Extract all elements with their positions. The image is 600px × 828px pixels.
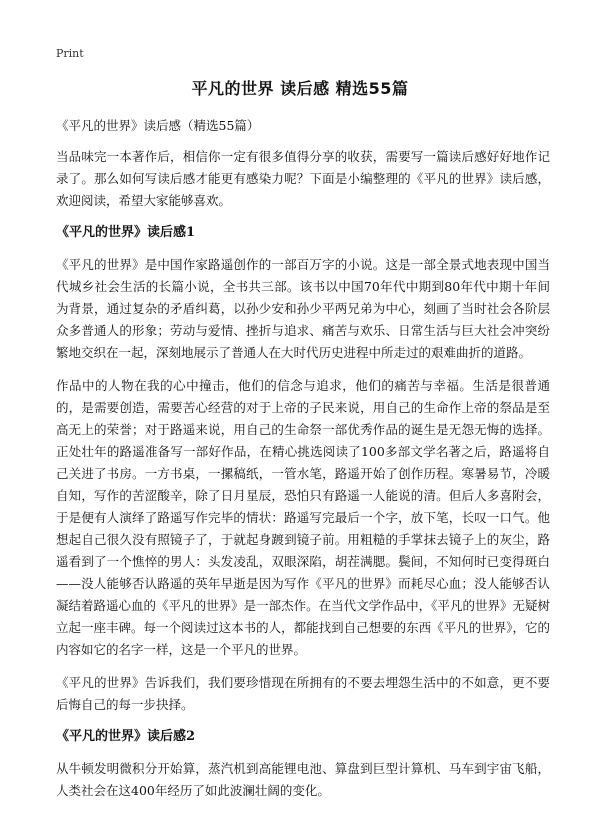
article-body	[56, 116, 550, 813]
page-title: 平凡的世界 读后感 精选55篇	[191, 79, 409, 98]
section-heading-2: 《平凡的世界》读后感2	[56, 729, 196, 744]
section-1-paragraph-3: 《平凡的世界》告诉我们，我们要珍惜现在所拥有的不要去埋怨生活中的不如意，更不要后悔自己的每一步抉择。	[56, 675, 550, 712]
section-1-paragraph-1: 《平凡的世界》是中国作家路遥创作的一部百万字的小说。这是一部全景式地表现中国当代城乡社会生活的长篇小说，全书共三部。该书以中国70年代中期到80年代中期十年间为背景，通过复杂的矛盾纠葛，以孙少安和孙少平两兄弟为中心，刻画了当时社会各阶层众多普通人的形象；劳动与爱情、挫折与追求、痛苦与欢乐、日常生活与巨大社会冲突纷繁地交织在一起，深刻地展示了普通人在大时代历史进程中所走过的艰难曲折的道路。	[56, 257, 550, 360]
print-label[interactable]: Print	[56, 47, 84, 60]
article-subtitle: 《平凡的世界》读后感（精选55篇）	[56, 118, 260, 133]
section-1-paragraph-2: 作品中的人物在我的心中撞击，他们的信念与追求，他们的痛苦与幸福。生活是很普通的，是需要创造，需要苦心经营的对于上帝的子民来说，用自己的生命作上帝的祭品是至高无上的荣誉；对于路遥来说，用自己的生命祭一部优秀作品的诞生是无怨无悔的选择。正处壮年的路遥准备写一部好作品，在精心挑选阅读了100多部文学名著之后，路遥将自己关进了书房。一方书桌，一摞稿纸，一管水笔，路遥开始了创作历程。寒暑易节，冷暖自知，写作的苦涩酸辛，除了日月星辰，恐怕只有路遥一人能说的清。但后人多喜附会，于是便有人演绎了路遥写作完毕的情状：路遥写完最后一个字，放下笔，长叹一口气。他想起自己很久没有照镜子了，于就起身踱到镜子前。用粗糙的手掌抹去镜子上的灰尘，路遥看到了一个憔悴的男人：头发凌乱，双眼深陷，胡茬满腮。鬓间，不知何时已变得斑白——没人能够否认路遥的英年早逝是因为写作《平凡的世界》而耗尽心血；没人能够否认凝结着路遥心血的《平凡的世界》是一部杰作。在当代文学作品中，《平凡的世界》无疑树立起一座丰碑。每一个阅读过这本书的人，都能找到自己想要的东西《平凡的世界》，它的内容如它的名字一样，这是一个平凡的世界。	[56, 378, 550, 657]
intro-paragraph: 当品味完一本著作后，相信你一定有很多值得分享的收获，需要写一篇读后感好好地作记录了。那么如何写读后感才能更有感染力呢？下面是小编整理的《平凡的世界》读后感，欢迎阅读，希望大家能够喜欢。	[56, 149, 550, 208]
section-2-paragraph-1: 从牛顿发明微积分开始算，蒸汽机到高能锂电池、算盘到巨型计算机、马车到宇宙飞船，人类社会在这400年经历了如此波澜壮阔的变化。	[56, 761, 550, 798]
section-heading-1: 《平凡的世界》读后感1	[56, 225, 196, 240]
